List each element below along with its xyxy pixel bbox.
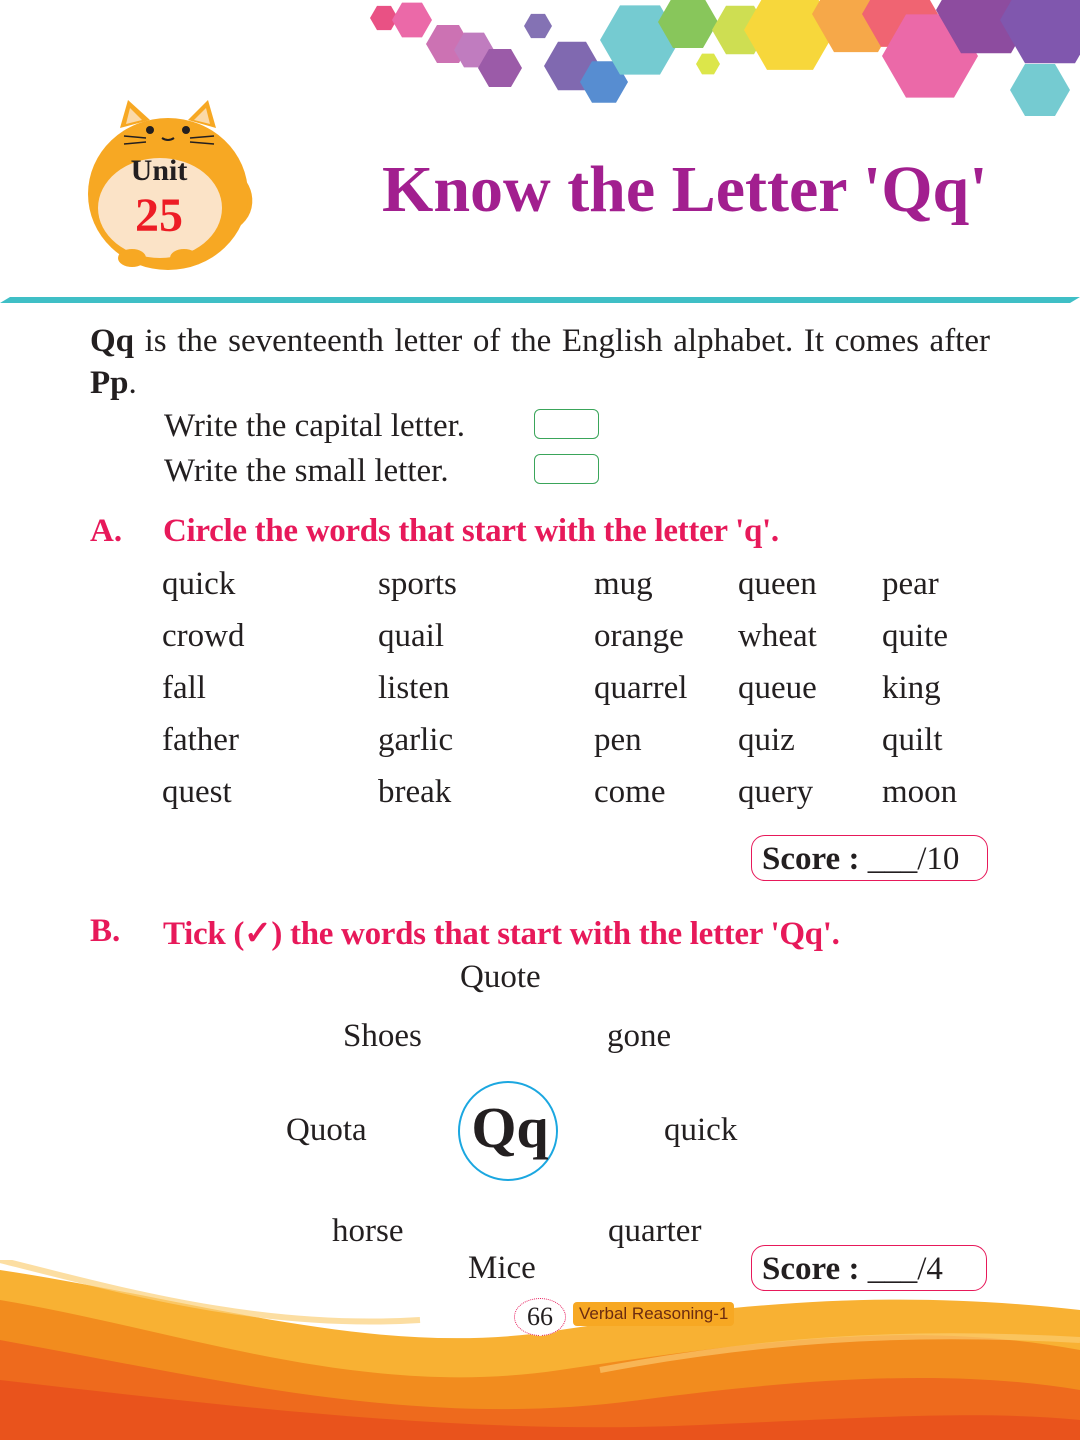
word-option[interactable]: quite: [882, 618, 948, 654]
word-option[interactable]: quilt: [882, 722, 943, 758]
word-option[interactable]: sports: [378, 566, 457, 602]
intro-text: is the seventeenth letter of the English alphabet. It comes after: [134, 323, 990, 359]
word-option[interactable]: quarrel: [594, 670, 688, 706]
word-option[interactable]: pear: [882, 566, 939, 602]
tick-word-option[interactable]: Mice: [468, 1250, 536, 1286]
page-title: Know the Letter 'Qq': [382, 153, 988, 226]
tick-word-option[interactable]: quarter: [608, 1213, 702, 1249]
word-option[interactable]: garlic: [378, 722, 454, 758]
word-option[interactable]: quiz: [738, 722, 795, 758]
tick-word-option[interactable]: Shoes: [343, 1018, 422, 1054]
page-number: 66: [514, 1298, 566, 1336]
score-label: Score :: [762, 1251, 860, 1287]
word-option[interactable]: come: [594, 774, 666, 810]
score-value: ___/10: [867, 841, 960, 877]
word-option[interactable]: moon: [882, 774, 958, 810]
word-option[interactable]: fall: [162, 670, 206, 706]
section-a-instruction: Circle the words that start with the letter 'q'.: [163, 513, 779, 549]
small-letter-answer-box[interactable]: [534, 454, 599, 484]
word-option[interactable]: quail: [378, 618, 444, 654]
header-divider: [0, 297, 1080, 304]
section-b-instruction: Tick (✓) the words that start with the letter 'Qq'.: [163, 916, 840, 952]
tick-word-option[interactable]: horse: [332, 1213, 404, 1249]
unit-number: 25: [135, 189, 183, 242]
word-option[interactable]: mug: [594, 566, 653, 602]
score-label: Score :: [762, 841, 860, 877]
word-option[interactable]: orange: [594, 618, 684, 654]
score-box-b: [751, 1245, 987, 1291]
intro-period: .: [128, 365, 137, 401]
tick-word-option[interactable]: quick: [664, 1112, 738, 1148]
word-option[interactable]: wheat: [738, 618, 817, 654]
section-b-letter: B.: [90, 913, 121, 949]
capital-letter-answer-box[interactable]: [534, 409, 599, 439]
write-capital-prompt: Write the capital letter.: [164, 408, 466, 444]
word-option[interactable]: break: [378, 774, 452, 810]
word-option[interactable]: listen: [378, 670, 450, 706]
word-option[interactable]: queue: [738, 670, 817, 706]
intro-letter-pp: Pp: [90, 365, 129, 401]
word-option[interactable]: query: [738, 774, 814, 810]
word-option[interactable]: quest: [162, 774, 232, 810]
intro-letter-qq: Qq: [90, 323, 135, 359]
center-letter-qq: Qq: [471, 1095, 549, 1160]
unit-label: Unit: [130, 154, 188, 187]
word-option[interactable]: quick: [162, 566, 236, 602]
tick-word-option[interactable]: Quote: [460, 959, 541, 995]
write-small-prompt: Write the small letter.: [164, 453, 449, 489]
book-title-tag: Verbal Reasoning-1: [573, 1302, 734, 1326]
intro-paragraph: [90, 320, 990, 404]
score-value: ___/4: [867, 1251, 943, 1287]
word-option[interactable]: father: [162, 722, 239, 758]
section-a-letter: A.: [90, 513, 123, 549]
word-option[interactable]: queen: [738, 566, 817, 602]
score-box-a: [751, 835, 988, 881]
tick-word-option[interactable]: Quota: [286, 1112, 367, 1148]
word-option[interactable]: pen: [594, 722, 642, 758]
word-option[interactable]: crowd: [162, 618, 245, 654]
tick-word-option[interactable]: gone: [607, 1018, 672, 1054]
word-option[interactable]: king: [882, 670, 941, 706]
